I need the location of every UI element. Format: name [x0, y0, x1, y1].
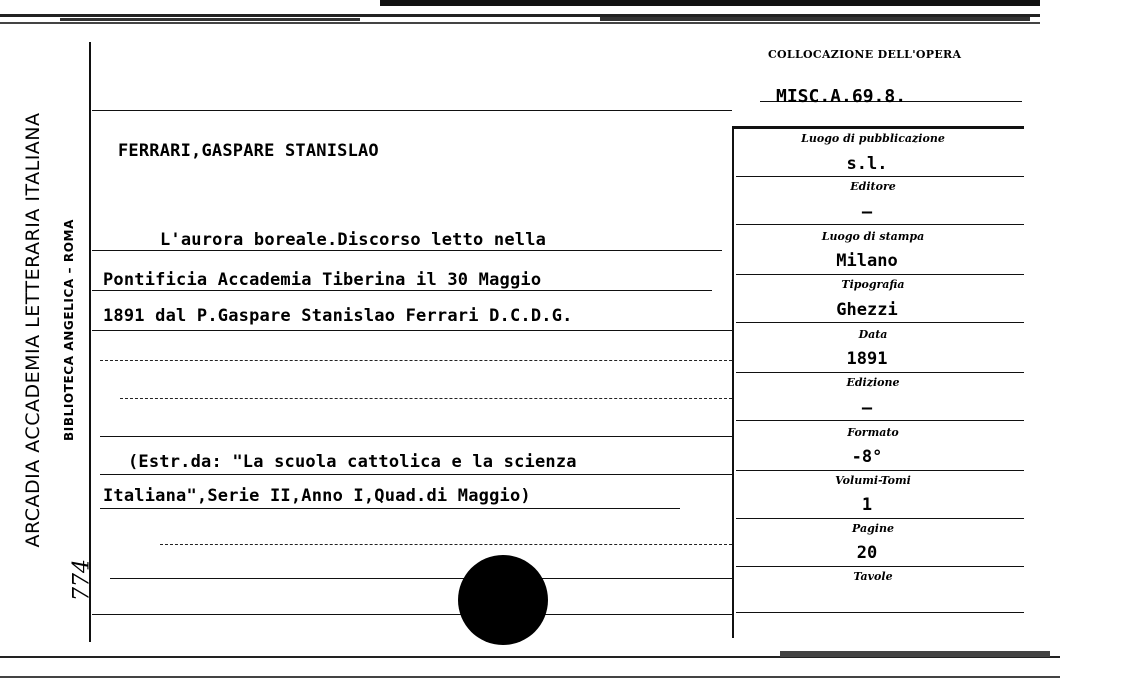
title-line: 1891 dal P.Gaspare Stanislao Ferrari D.C.D.G. — [103, 306, 573, 326]
field-label-place-of-publication: Luogo di pubblicazione — [801, 132, 945, 145]
left-margin-rule — [89, 42, 91, 642]
rule-row — [92, 290, 712, 291]
field-label-publisher: Editore — [850, 180, 896, 193]
handwritten-number: 774 — [69, 559, 95, 601]
rule-right — [736, 420, 1024, 421]
collocation-header: COLLOCAZIONE DELL'OPERA — [768, 48, 962, 61]
rule-row — [92, 250, 722, 251]
field-value-place-of-publication: s.l. — [846, 154, 888, 174]
field-label-date: Data — [858, 328, 888, 341]
rule-row — [100, 474, 732, 475]
side-subtitle: BIBLIOTECA ANGELICA – ROMA — [62, 219, 76, 441]
rule-row — [120, 398, 732, 399]
title-line: L'aurora boreale.Discorso letto nella — [160, 230, 547, 250]
rule-right — [736, 518, 1024, 519]
punch-hole — [458, 555, 548, 645]
field-label-printer: Tipografia — [841, 278, 905, 291]
field-value-edition: – — [861, 398, 873, 418]
rule-right — [736, 274, 1024, 275]
rule-right — [736, 224, 1024, 225]
scan-edge-top — [0, 0, 1040, 36]
field-value-place-of-printing: Milano — [836, 251, 898, 271]
field-value-printer: Ghezzi — [836, 300, 898, 320]
rule-right — [736, 176, 1024, 177]
note-line: Italiana",Serie II,Anno I,Quad.di Maggio) — [103, 486, 531, 506]
field-label-format: Formato — [847, 426, 899, 439]
author-heading: FERRARI,GASPARE STANISLAO — [118, 141, 379, 161]
rule-row — [100, 360, 732, 361]
note-line: (Estr.da: "La scuola cattolica e la scienza — [128, 452, 577, 472]
rule-right — [736, 470, 1024, 471]
rule-right — [736, 612, 1024, 613]
scan-edge-bottom — [0, 648, 1060, 684]
right-column-rule — [732, 128, 734, 638]
field-value-date: 1891 — [846, 349, 888, 369]
field-value-pages: 20 — [856, 543, 878, 563]
title-line: Pontificia Accademia Tiberina il 30 Maggio — [103, 270, 542, 290]
field-value-publisher: – — [861, 202, 873, 222]
rule-right — [736, 372, 1024, 373]
side-title: ARCADIA ACCADEMIA LETTERARIA ITALIANA — [22, 112, 44, 548]
field-value-format: -8° — [851, 447, 883, 467]
field-label-pages: Pagine — [852, 522, 894, 535]
field-label-volumes: Volumi-Tomi — [835, 474, 911, 487]
shelfmark: MISC.A.69.8. — [776, 86, 907, 107]
field-label-plates: Tavole — [853, 570, 893, 583]
rule-row — [92, 110, 732, 111]
rule-right — [736, 322, 1024, 323]
rule-right — [736, 566, 1024, 567]
field-label-place-of-printing: Luogo di stampa — [821, 230, 925, 243]
rule-row — [160, 544, 732, 545]
field-value-volumes: 1 — [861, 495, 873, 515]
rule-row — [100, 436, 732, 437]
rule-row — [100, 508, 680, 509]
rule-row — [92, 614, 732, 615]
rule-row — [92, 330, 732, 331]
field-label-edition: Edizione — [846, 376, 900, 389]
rule-right-top — [732, 126, 1024, 129]
rule-row — [110, 578, 732, 579]
